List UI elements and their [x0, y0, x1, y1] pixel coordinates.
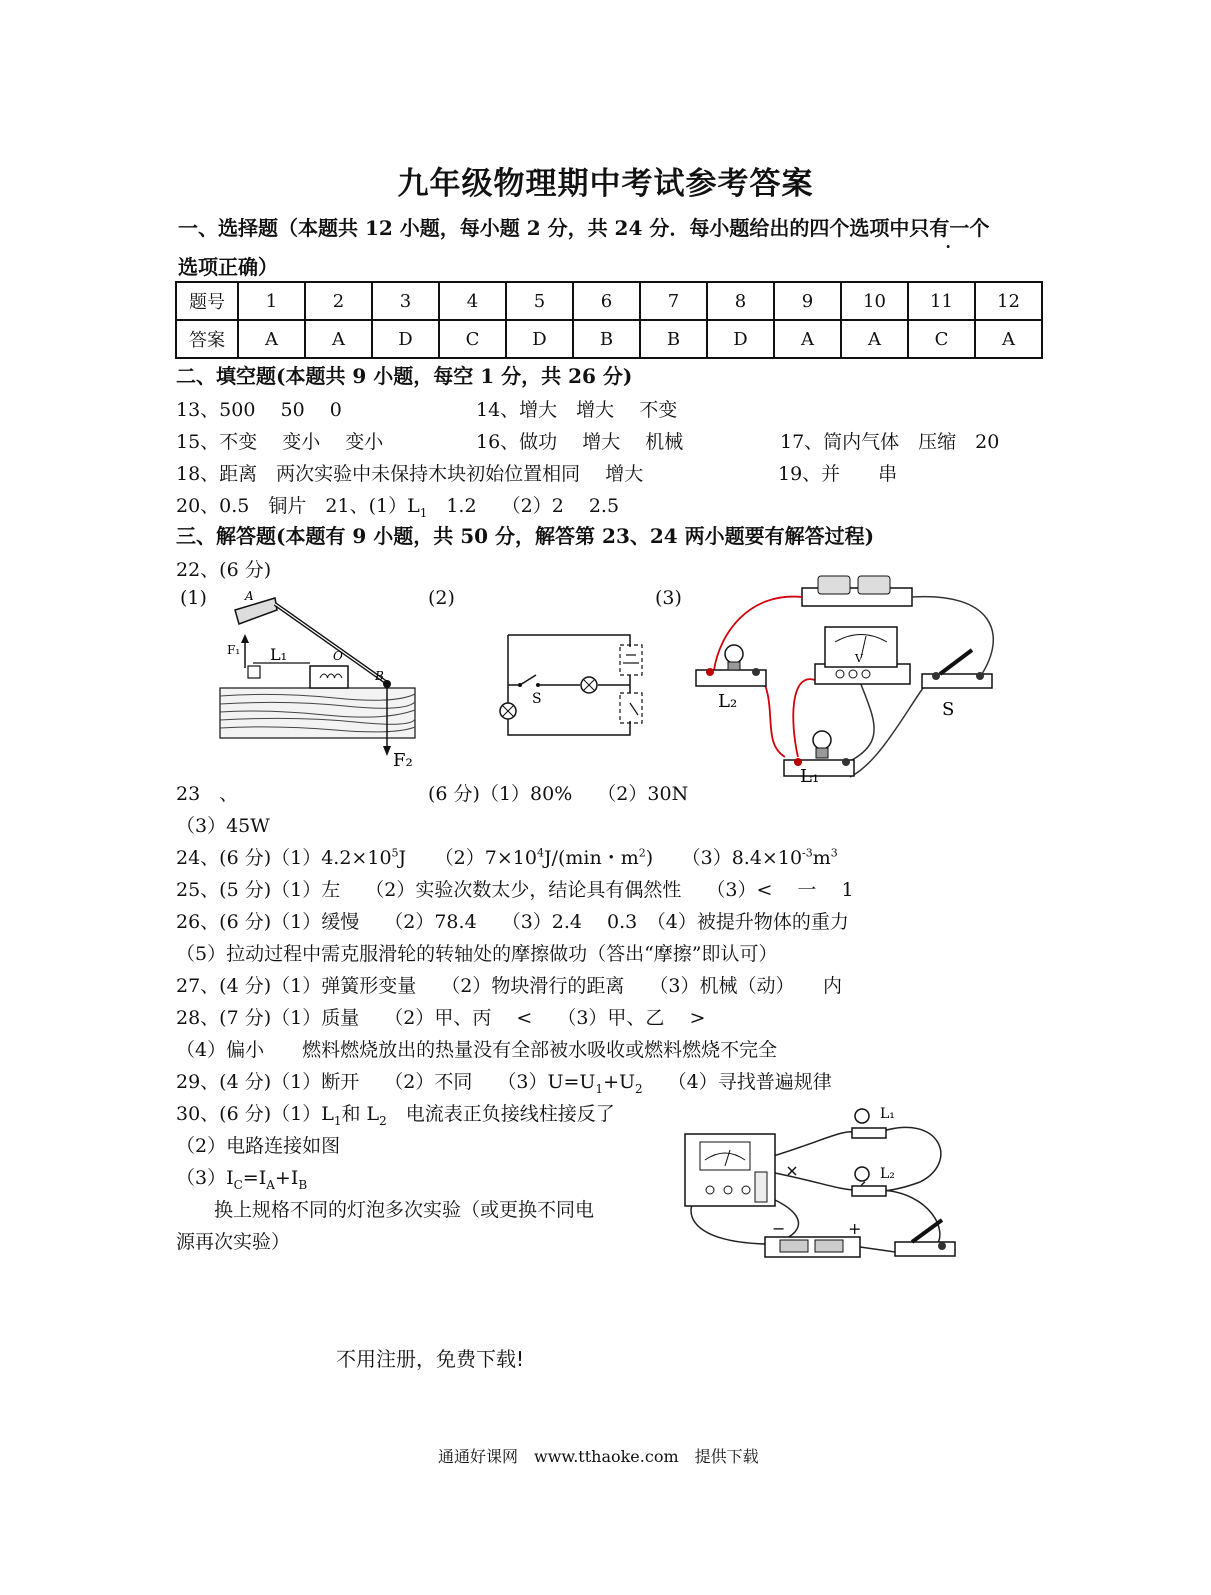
lamp-symbol [581, 677, 597, 693]
label-L2: L₂ [718, 691, 738, 712]
q30-answer-2: （2）电路连接如图 [176, 1135, 341, 1157]
answer-cell: D [506, 320, 573, 358]
lamp-symbol [500, 703, 516, 719]
q30-text: （3）I [176, 1167, 234, 1189]
answer-cell: D [372, 320, 439, 358]
answer-19: 19、并 串 [778, 463, 898, 485]
battery [802, 576, 912, 606]
table-row-answers [176, 320, 1042, 358]
row-label-number: 题号 [176, 282, 238, 320]
q30-answer-4: 换上规格不同的灯泡多次实验（或更换不同电 [176, 1199, 595, 1221]
answer-table [175, 281, 1043, 359]
block-object [310, 666, 348, 688]
emphasis-text: 只有一个 [909, 216, 990, 240]
label-plus: + [848, 1219, 862, 1238]
q-number: 10 [841, 282, 908, 320]
q30-answer-5: 源再次实验） [176, 1231, 291, 1253]
q29-answer [176, 1067, 832, 1096]
q24-text: J/(min・m [543, 847, 639, 869]
label-B: B [375, 669, 384, 683]
q-number: 6 [573, 282, 640, 320]
dashed-boxes [620, 645, 642, 723]
superscript: 4 [536, 846, 544, 860]
q29-text: （4）寻找普遍规律 [642, 1071, 832, 1093]
knife-switch [895, 1220, 955, 1256]
answer-cell: C [908, 320, 975, 358]
q-number: 11 [908, 282, 975, 320]
label-A: A [245, 589, 254, 603]
q27-answer: 27、(4 分)（1）弹簧形变量 （2）物块滑行的距离 （3）机械（动） 内 [176, 975, 842, 997]
q30-text: =I [242, 1167, 267, 1189]
q30-text: 电流表正负接线柱接反了 [386, 1103, 615, 1125]
answer-13: 13、500 50 0 [176, 399, 342, 421]
section1-heading [178, 212, 989, 241]
section2-heading: 二、填空题(本题共 9 小题，每空 1 分，共 26 分) [176, 364, 633, 388]
section1-heading-text: 一、选择题（本题共 12 小题，每小题 2 分，共 24 分．每小题给出的四个选项中 [178, 216, 910, 240]
subscript: 2 [379, 1113, 387, 1128]
q-number: 8 [707, 282, 774, 320]
q24-text: ) （3）8.4×10 [645, 847, 803, 869]
q-number: 2 [305, 282, 372, 320]
q-number: 3 [372, 282, 439, 320]
label-O: O [333, 649, 343, 663]
q23-answer: (6 分)（1）80% （2）30N [428, 783, 689, 805]
answer-cell: A [305, 320, 372, 358]
q24-text: 24、(6 分)（1）4.2×10 [176, 847, 392, 869]
q23-label: 23 、 [176, 783, 239, 805]
answer-15: 15、不变 变小 变小 [176, 431, 384, 453]
label-F1: F₁ [227, 643, 241, 657]
label-L1: L₁ [880, 1106, 895, 1122]
q-number: 12 [975, 282, 1042, 320]
q-number: 7 [640, 282, 707, 320]
superscript: 2 [638, 846, 646, 860]
voltmeter-circuit-figure [690, 572, 1010, 787]
label-S: S [532, 691, 542, 707]
q29-text: +U [603, 1071, 635, 1093]
answer-cell: A [975, 320, 1042, 358]
q24-text: m [812, 847, 831, 869]
subscript: 1 [595, 1081, 604, 1096]
site-credit: 通通好课网 www.tthaoke.com 提供下载 [438, 1447, 759, 1466]
answer-21-text: 1.2 （2）2 2.5 [427, 495, 620, 517]
superscript: 3 [830, 846, 838, 860]
q-number: 4 [439, 282, 506, 320]
q26-answer-5: （5）拉动过程中需克服滑轮的转轴处的摩擦做功（答出“摩擦”即认可） [176, 943, 778, 965]
answer-cell: D [707, 320, 774, 358]
answer-20-text: 20、0.5 铜片 21、(1）L [176, 495, 420, 517]
battery [765, 1237, 860, 1257]
q24-text: J （2）7×10 [398, 847, 537, 869]
page-title: 九年级物理期中考试参考答案 [397, 166, 814, 202]
label-L1: L₁ [800, 766, 820, 787]
subscript: 1 [333, 1113, 342, 1128]
q26-answer: 26、(6 分)（1）缓慢 （2）78.4 （3）2.4 0.3 （4）被提升物体的重力 [176, 911, 849, 933]
q28-answer: 28、(7 分)（1）质量 （2）甲、丙 < （3）甲、乙 > [176, 1007, 706, 1029]
label-minus: − [772, 1219, 786, 1238]
answer-18: 18、距离 两次实验中未保持木块初始位置相同 增大 [176, 463, 644, 485]
table-row-numbers [176, 282, 1042, 320]
part-1-label: (1) [180, 587, 207, 609]
answer-cell: A [774, 320, 841, 358]
answer-cell: B [640, 320, 707, 358]
section3-heading: 三、解答题(本题有 9 小题，共 50 分，解答第 23、24 两小题要有解答过程) [176, 524, 875, 548]
subscript: 2 [635, 1081, 643, 1096]
subscript: A [266, 1177, 275, 1192]
answer-20-21 [176, 491, 619, 520]
answer-cell: A [841, 320, 908, 358]
label-L1: L₁ [270, 645, 288, 664]
q25-answer: 25、(5 分)（1）左 （2）实验次数太少，结论具有偶然性 （3）< 一 1 [176, 879, 854, 901]
answer-16: 16、做功 增大 机械 [476, 431, 684, 453]
lever-figure [215, 588, 425, 778]
subscript: B [298, 1177, 308, 1192]
ammeter [685, 1134, 775, 1206]
q23-answer-3: （3）45W [176, 815, 270, 837]
q-number: 9 [774, 282, 841, 320]
q30-text: 30、(6 分)（1）L [176, 1103, 334, 1125]
part-2-label: (2) [428, 587, 455, 609]
q30-text: +I [274, 1167, 299, 1189]
row-label-answer: 答案 [176, 320, 238, 358]
switch-symbol [518, 675, 540, 687]
q30-answer [176, 1099, 615, 1128]
q-number: 1 [238, 282, 305, 320]
q30-text: 和 L [341, 1103, 380, 1125]
lamp-L2 [696, 645, 766, 686]
download-note: 不用注册，免费下载! [336, 1347, 525, 1371]
q28-answer-4: （4）偏小 燃料燃烧放出的热量没有全部被水吸收或燃料燃烧不完全 [176, 1039, 778, 1061]
q-number: 5 [506, 282, 573, 320]
voltmeter [815, 627, 910, 684]
answer-cell: B [573, 320, 640, 358]
circuit-diagram [490, 625, 660, 740]
circuit-wires [508, 635, 630, 735]
ammeter-circuit-figure [680, 1102, 980, 1270]
answer-cell: C [439, 320, 506, 358]
answer-cell: A [238, 320, 305, 358]
ground-wood [220, 688, 415, 738]
cross-mark [788, 1167, 796, 1175]
subscript: 1 [419, 505, 428, 520]
label-S: S [942, 699, 955, 720]
knife-switch [922, 650, 992, 688]
q30-answer-3 [176, 1163, 307, 1192]
answer-17: 17、筒内气体 压缩 20 [780, 431, 1000, 453]
q29-text: 29、(4 分)（1）断开 （2）不同 （3）U=U [176, 1071, 596, 1093]
superscript: -3 [802, 846, 813, 860]
q22-label: 22、(6 分) [176, 559, 272, 581]
answer-14: 14、增大 增大 不变 [476, 399, 678, 421]
part-3-label: (3) [655, 587, 682, 609]
superscript: 5 [391, 846, 399, 860]
q24-answer [176, 843, 838, 870]
label-F2: F₂ [393, 750, 413, 771]
voltmeter-V: V [855, 652, 863, 665]
section1-heading-cont: 选项正确） [178, 255, 278, 279]
subscript: C [233, 1177, 243, 1192]
label-L2: L₂ [880, 1166, 895, 1182]
